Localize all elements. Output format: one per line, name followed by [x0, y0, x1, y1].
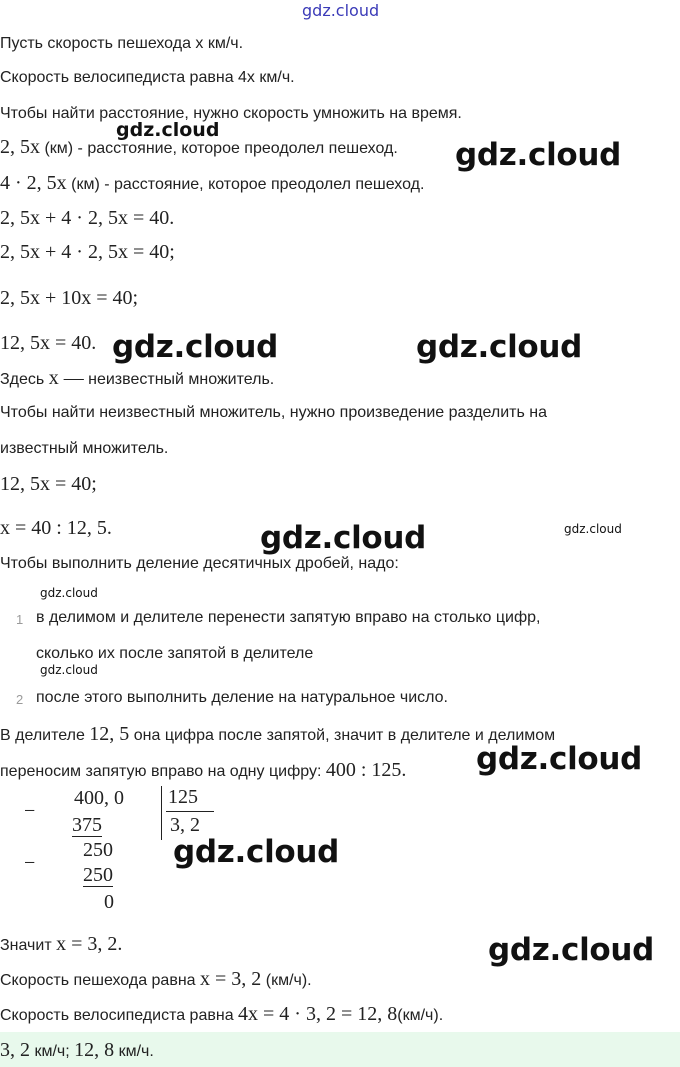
text-divisor-a: В делителе	[0, 727, 90, 744]
division-subtrahend-1: 375	[72, 814, 102, 836]
watermark: gdz.cloud	[476, 741, 643, 777]
line-divisor-note	[0, 724, 555, 746]
math-pedestrian-distance: 2, 5x	[0, 136, 40, 158]
watermark: gdz.cloud	[112, 329, 279, 365]
math-x-value: x = 3, 2.	[56, 933, 123, 955]
list-item-1-line-1: в делимом и делителе перенести запятую вправо на столько цифр,	[36, 609, 541, 626]
equation-5: 12, 5x = 40;	[0, 473, 97, 495]
watermark: gdz.cloud	[173, 834, 340, 870]
line-cyclist-speed: Скорость велосипедиста равна 4x км/ч.	[0, 69, 295, 86]
division-dividend: 400, 0	[74, 787, 124, 809]
text-move-comma: переносим запятую вправо на одну цифру:	[0, 763, 326, 780]
line-pedestrian-speed: Пусть скорость пешехода x км/ч.	[0, 35, 244, 52]
line-so-x	[0, 934, 122, 956]
line-known-factor: известный множитель.	[0, 440, 169, 457]
watermark: gdz.cloud	[416, 329, 583, 365]
watermark: gdz.cloud	[488, 932, 655, 968]
division-vertical-line	[161, 786, 162, 840]
text-cyclist-result-a: Скорость велосипедиста равна	[0, 1007, 239, 1024]
division-remainder-1: 250	[83, 839, 113, 861]
text-pedestrian-result-a: Скорость пешехода равна	[0, 972, 201, 989]
answer-text-2: км/ч.	[114, 1043, 154, 1060]
line-decimal-division: Чтобы выполнить деление десятичных дробей, надо:	[0, 555, 399, 572]
division-remainder-2: 0	[104, 891, 114, 913]
watermark: gdz.cloud	[564, 522, 622, 536]
text-divisor-b: она цифра после запятой, значит в делителе и делимом	[129, 727, 556, 744]
math-divisor: 12, 5	[89, 723, 130, 745]
division-divisor	[168, 786, 214, 809]
text-pedestrian-distance: (км) - расстояние, которое преодолел пешеход.	[40, 140, 398, 157]
text-pedestrian-result-b: (км/ч).	[261, 972, 312, 989]
division-minus-2: −	[24, 852, 36, 874]
math-new-division: 400 : 125.	[325, 759, 407, 781]
answer-math-2: 12, 8	[74, 1039, 115, 1061]
equation-4: 12, 5x = 40.	[0, 332, 97, 354]
division-subtrahend-2: 250	[83, 864, 113, 886]
watermark: gdz.cloud	[260, 520, 427, 556]
math-x-dash: x —	[48, 367, 84, 389]
watermark: gdz.cloud	[40, 663, 98, 677]
list-number-1: 1	[16, 612, 24, 627]
text-so: Значит	[0, 937, 57, 954]
division-quotient: 3, 2	[170, 814, 200, 836]
line-cyclist-distance	[0, 173, 424, 195]
watermark-top: gdz.cloud	[302, 1, 380, 20]
line-unknown-factor	[0, 368, 274, 390]
line-cyclist-result	[0, 1004, 443, 1026]
answer-line	[0, 1040, 154, 1062]
text-here: Здесь	[0, 371, 49, 388]
equation-3: 2, 5x + 10x = 40;	[0, 287, 139, 309]
text-cyclist-result-b: (км/ч).	[397, 1007, 444, 1024]
equation-2: 2, 5x + 4 · 2, 5x = 40;	[0, 241, 175, 263]
line-move-comma	[0, 760, 406, 782]
math-cyclist-distance: 4 · 2, 5x	[0, 172, 67, 194]
watermark: gdz.cloud	[455, 137, 622, 173]
math-cyclist-result: 4x = 4 · 3, 2 = 12, 8	[238, 1003, 398, 1025]
math-pedestrian-result: x = 3, 2	[200, 968, 262, 990]
line-pedestrian-result	[0, 969, 312, 991]
line-distance-rule: Чтобы найти расстояние, нужно скорость умножить на время.	[0, 105, 462, 122]
equation-1: 2, 5x + 4 · 2, 5x = 40.	[0, 207, 175, 229]
list-item-2: после этого выполнить деление на натуральное число.	[36, 689, 448, 706]
equation-6: x = 40 : 12, 5.	[0, 517, 112, 539]
line-factor-rule: Чтобы найти неизвестный множитель, нужно произведение разделить на	[0, 404, 548, 421]
list-item-1-line-2: сколько их после запятой в делителе	[36, 645, 314, 662]
watermark: gdz.cloud	[40, 586, 98, 600]
division-minus-1: −	[24, 800, 36, 822]
text-cyclist-distance: (км) - расстояние, которое преодолел пешеход.	[66, 176, 425, 193]
answer-text-1: км/ч;	[30, 1043, 75, 1060]
list-number-2: 2	[16, 692, 24, 707]
answer-math-1: 3, 2	[0, 1039, 30, 1061]
watermark: gdz.cloud	[116, 119, 220, 141]
divisor-value: 125	[168, 786, 198, 808]
text-unknown-factor: неизвестный множитель.	[83, 371, 275, 388]
division-divisor-underline	[166, 811, 214, 812]
